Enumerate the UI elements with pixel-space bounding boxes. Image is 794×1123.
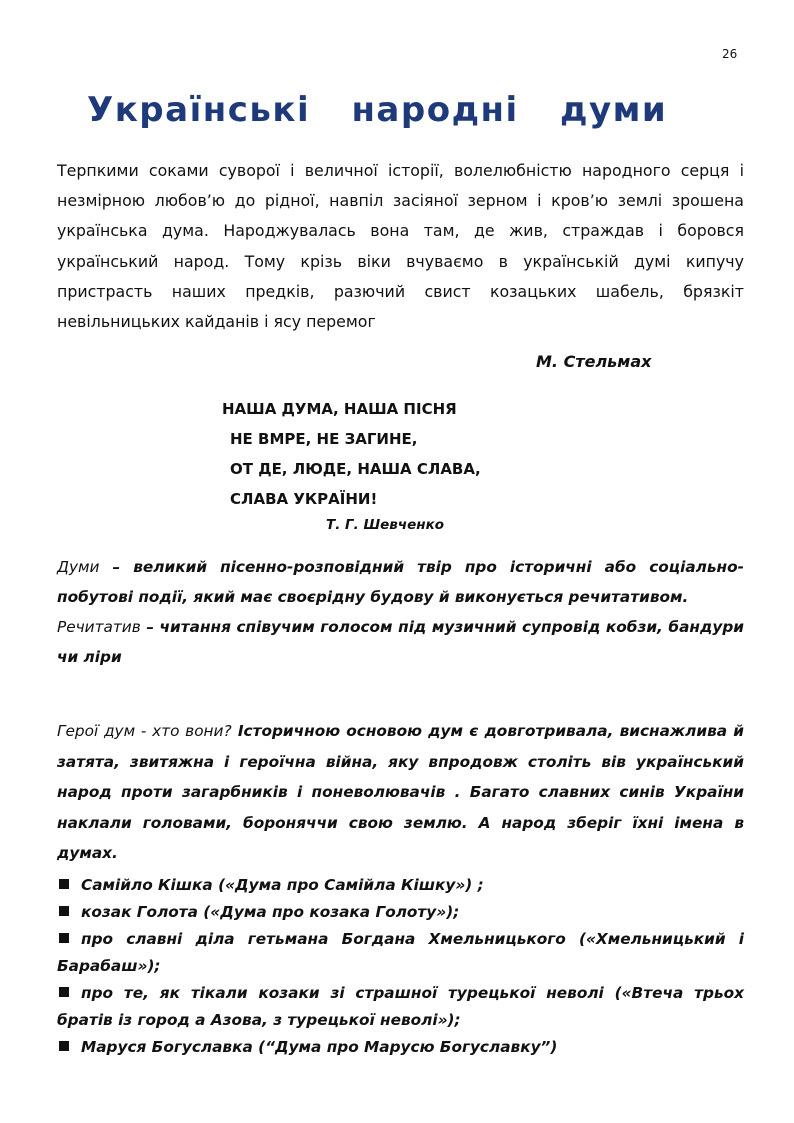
poem-line: НАША ДУМА, НАША ПІСНЯ <box>222 400 457 418</box>
epigraph-author: М. Стельмах <box>536 352 652 371</box>
heroes-paragraph <box>57 716 744 869</box>
dumy-list <box>57 872 744 1061</box>
square-bullet-icon <box>59 1041 69 1051</box>
poem-line: ОТ ДЕ, ЛЮДЕ, НАША СЛАВА, <box>230 460 481 478</box>
poem-quote <box>222 394 481 514</box>
square-bullet-icon <box>59 879 69 889</box>
list-item <box>57 926 744 980</box>
page-number: 26 <box>722 47 738 61</box>
poem-line: НЕ ВМРЕ, НЕ ЗАГИНЕ, <box>230 430 418 448</box>
square-bullet-icon <box>59 987 69 997</box>
page-title: Українські народні думи <box>87 90 668 130</box>
definitions-paragraph <box>57 552 744 672</box>
list-item <box>57 899 744 926</box>
square-bullet-icon <box>59 933 69 943</box>
definition-text-dumy: – великий пісенно-розповідний твір про історичні або соціально-побутові події, який має своєрідну будову й виконується речитативом. <box>57 558 744 606</box>
definition-term-recitative: Речитатив <box>57 618 141 636</box>
heroes-question: Герої дум - хто вони? <box>57 722 232 740</box>
poem-line: СЛАВА УКРАЇНИ! <box>230 490 378 508</box>
epigraph-text: Терпкими соками суворої і величної історії, волелюбністю народного серця і незмірною любов’ю до рідної, навпіл засіяної зерном і кров’ю землі зрошена українська дума. Народжувалась вона там, де жив, страждав і боровся український народ. Тому крізь віки вчуваємо в українській думі кипучу пристрасть наших предків, разючий свист козацьких шабель, брязкіт невільницьких кайданів і ясу перемог <box>57 161 744 332</box>
poem-author: Т. Г. Шевченко <box>326 517 445 533</box>
list-item <box>57 1034 744 1061</box>
list-item-text: Самійло Кішка («Дума про Самійла Кішку») ; <box>81 876 484 894</box>
list-item-text: Маруся Богуславка (“Дума про Марусю Богуславку”) <box>81 1038 558 1056</box>
heroes-text: Історичною основою дум є довготривала, виснажлива й затята, звитяжна і героїчна війна, яку впродовж століть вів український народ проти загарбників і поневолювачів . Багато славних синів України наклали головами, бороняччи свою землю. А народ зберіг їхні імена в думах. <box>57 722 744 862</box>
definition-text-recitative: – читання співучим голосом під музичний супровід кобзи, бандури чи ліри <box>57 618 744 666</box>
square-bullet-icon <box>59 906 69 916</box>
list-item-text: про славні діла гетьмана Богдана Хмельницького («Хмельницький і Барабаш»); <box>57 930 744 975</box>
definition-term-dumy: Думи <box>57 558 100 576</box>
list-item <box>57 980 744 1034</box>
list-item-text: козак Голота («Дума про козака Голоту»); <box>81 903 460 921</box>
list-item <box>57 872 744 899</box>
list-item-text: про те, як тікали козаки зі страшної турецької неволі («Втеча трьох братів із город а Азова, з турецької неволі»); <box>57 984 744 1029</box>
